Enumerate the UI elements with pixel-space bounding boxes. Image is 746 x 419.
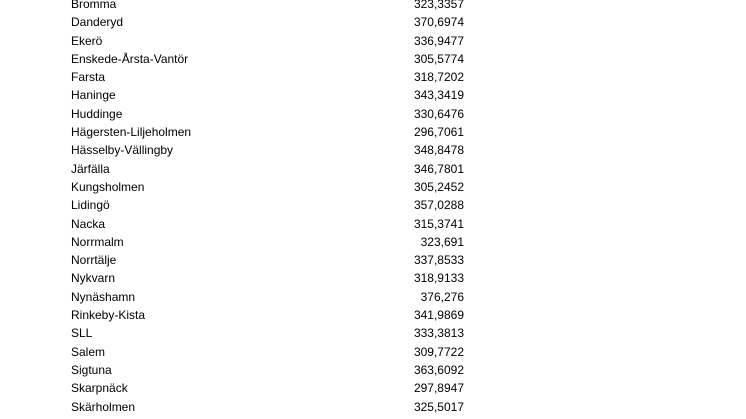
row-name: Danderyd — [71, 15, 124, 30]
table-row — [0, 160, 746, 178]
table-row — [0, 233, 746, 251]
row-name: Skärholmen — [71, 399, 136, 414]
row-name: Salem — [71, 344, 106, 359]
table-row — [0, 379, 746, 397]
row-value: 370,6974 — [413, 15, 464, 30]
row-name: Haninge — [71, 88, 116, 103]
row-name: Nacka — [71, 216, 106, 231]
row-value: 336,9477 — [413, 33, 464, 48]
row-value: 315,3741 — [413, 216, 464, 231]
table-row — [0, 68, 746, 86]
row-name: Sigtuna — [71, 362, 112, 377]
table-row — [0, 215, 746, 233]
row-name: SLL — [71, 326, 93, 341]
row-name: Hässelby-Vällingby — [71, 143, 174, 158]
row-name: Rinkeby-Kista — [71, 308, 146, 323]
row-value: 305,5774 — [413, 51, 464, 66]
table-row — [0, 251, 746, 269]
row-name: Norrmalm — [71, 234, 124, 249]
row-value: 318,9133 — [413, 271, 464, 286]
row-value: 309,7722 — [413, 344, 464, 359]
row-name: Skarpnäck — [71, 381, 128, 396]
table-row — [0, 141, 746, 159]
row-value: 363,6092 — [413, 362, 464, 377]
row-value: 323,691 — [420, 234, 464, 249]
row-value: 318,7202 — [413, 70, 464, 85]
row-name: Nynäshamn — [71, 289, 136, 304]
table-row — [0, 13, 746, 31]
row-value: 323,3357 — [413, 0, 464, 11]
table-row — [0, 269, 746, 287]
row-value: 333,3813 — [413, 326, 464, 341]
table-row — [0, 343, 746, 361]
table-row — [0, 32, 746, 50]
table-row — [0, 288, 746, 306]
table-row — [0, 178, 746, 196]
row-name: Ekerö — [71, 33, 103, 48]
table-row — [0, 196, 746, 214]
table-row — [0, 50, 746, 68]
row-value: 296,7061 — [413, 125, 464, 140]
row-value: 341,9869 — [413, 308, 464, 323]
row-value: 343,3419 — [413, 88, 464, 103]
row-name: Norrtälje — [71, 253, 117, 268]
row-name: Nykvarn — [71, 271, 116, 286]
row-value: 325,5017 — [413, 399, 464, 414]
table-row — [0, 361, 746, 379]
row-name: Lidingö — [71, 198, 110, 213]
table-row — [0, 306, 746, 324]
row-value: 376,276 — [420, 289, 464, 304]
table-row — [0, 0, 746, 13]
table-row — [0, 105, 746, 123]
row-value: 337,8533 — [413, 253, 464, 268]
row-value: 357,0288 — [413, 198, 464, 213]
row-name: Farsta — [71, 70, 106, 85]
row-value: 348,8478 — [413, 143, 464, 158]
row-value: 330,6476 — [413, 106, 464, 121]
row-value: 305,2452 — [413, 179, 464, 194]
table-row — [0, 324, 746, 342]
row-name: Hägersten-Liljeholmen — [71, 125, 192, 140]
row-value: 297,8947 — [413, 381, 464, 396]
row-name: Huddinge — [71, 106, 123, 121]
row-value: 346,7801 — [413, 161, 464, 176]
table-row — [0, 86, 746, 104]
row-name: Enskede-Årsta-Vantör — [71, 51, 189, 66]
row-name: Kungsholmen — [71, 179, 145, 194]
table-row — [0, 123, 746, 141]
row-name: Järfälla — [71, 161, 110, 176]
row-name: Bromma — [71, 0, 117, 11]
table-row — [0, 398, 746, 416]
